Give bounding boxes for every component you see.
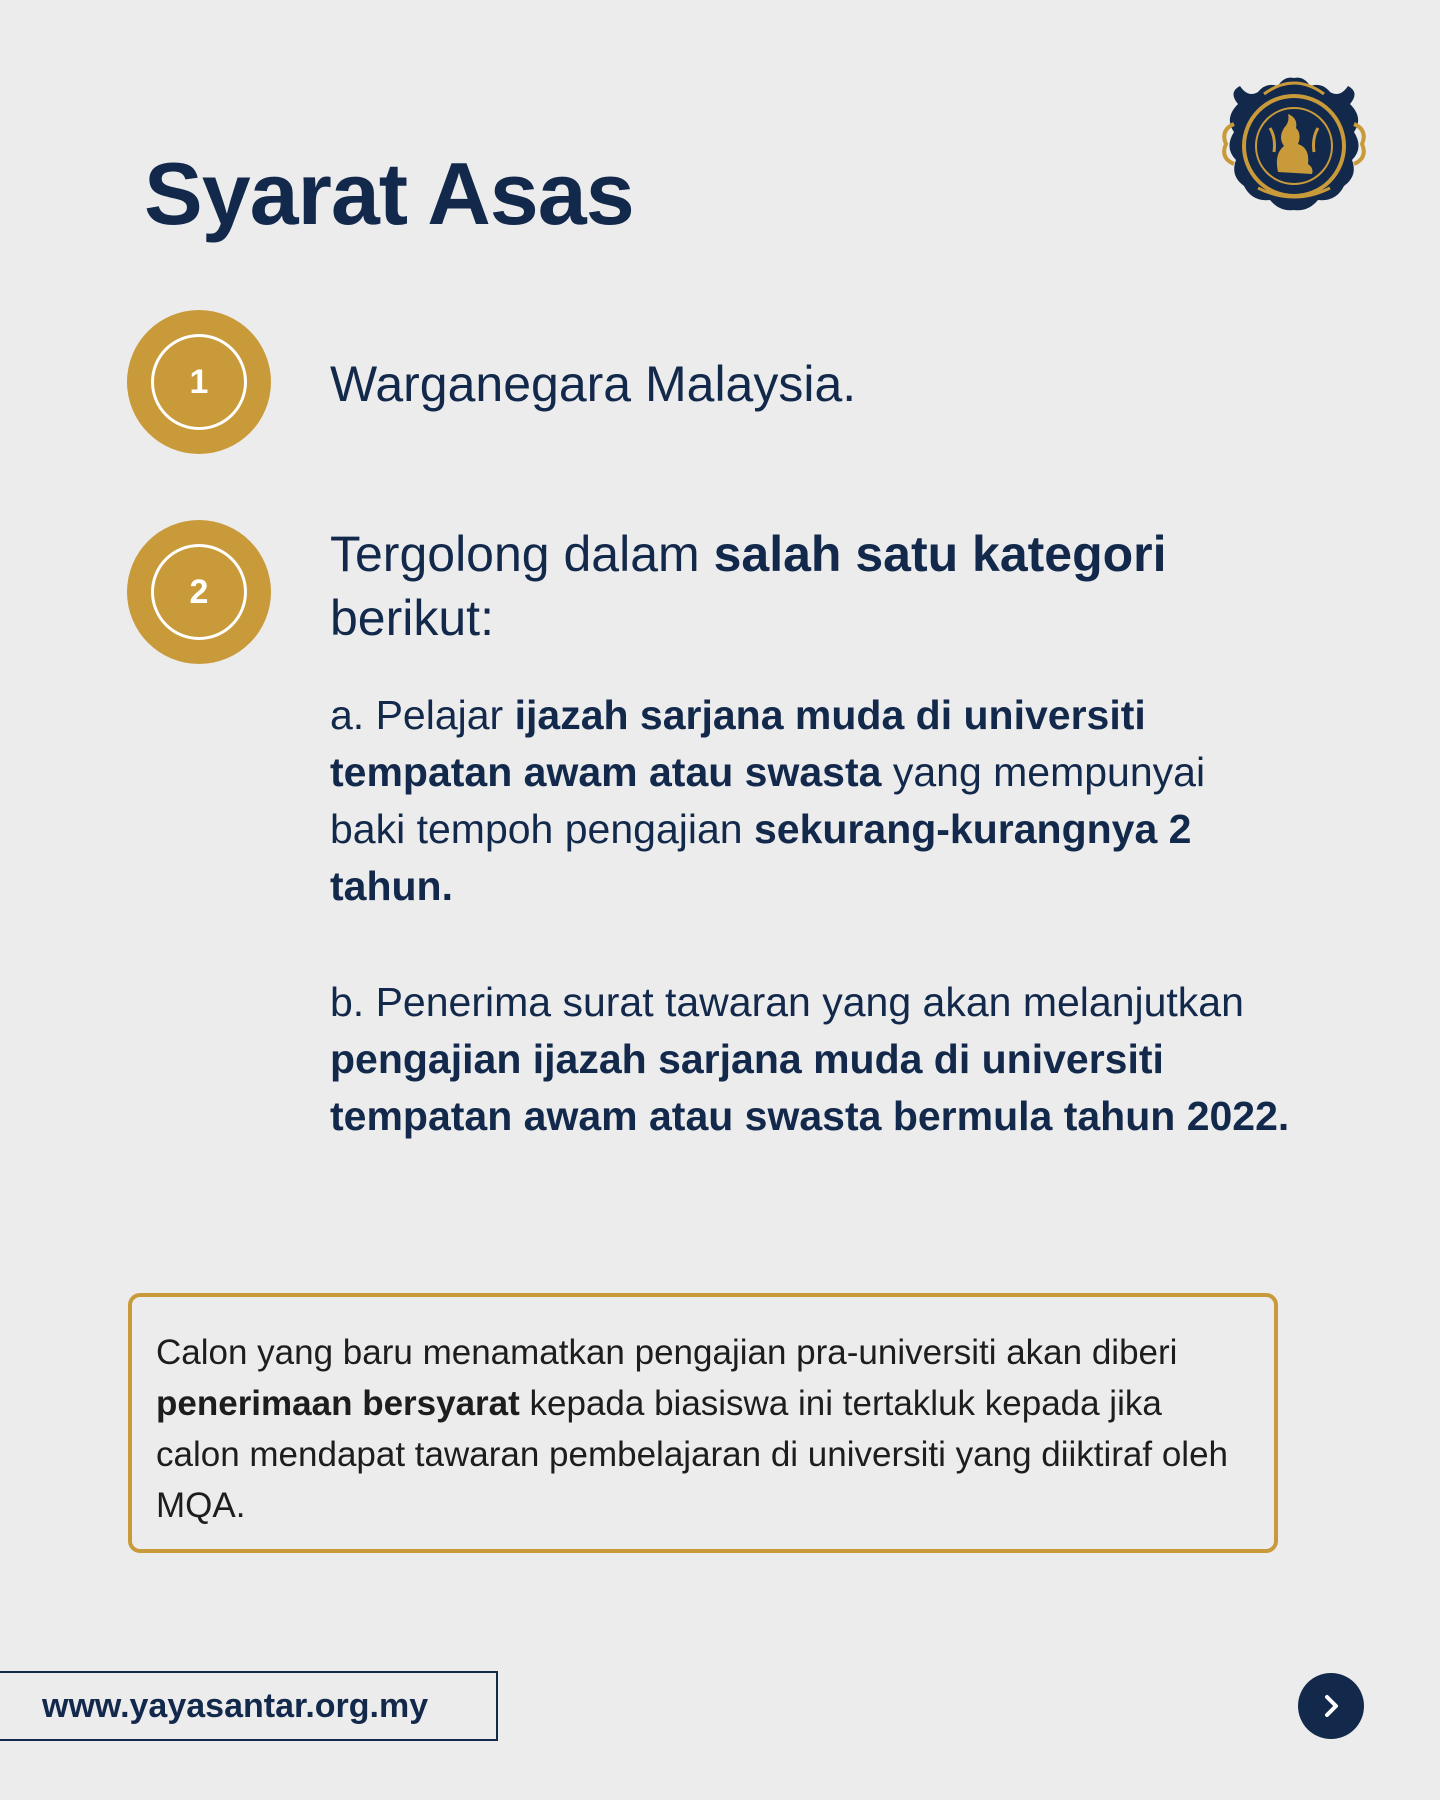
category-b-plain-1: b. Penerima surat tawaran yang akan melanjutkan <box>330 979 1244 1025</box>
page-title: Syarat Asas <box>144 144 634 243</box>
number-label: 2 <box>151 544 247 640</box>
category-a-plain-1: a. Pelajar <box>330 692 515 738</box>
note-box <box>128 1293 1278 1553</box>
category-b-bold-1: pengajian ijazah sarjana muda di universiti tempatan awam atau swasta bermula tahun 2022. <box>330 1036 1290 1139</box>
note-plain-2: kepada biasiswa ini tertakluk kepada jika calon mendapat tawaran pembelajaran di universiti yang diiktiraf oleh MQA. <box>156 1384 1229 1525</box>
requirement-2-text-plain-end: berikut: <box>330 590 494 646</box>
chevron-right-icon <box>1316 1691 1346 1721</box>
note-text <box>156 1327 1250 1531</box>
note-bold: penerimaan bersyarat <box>156 1384 520 1423</box>
requirement-2-text-plain: Tergolong dalam <box>330 526 714 582</box>
number-badge-1 <box>127 310 271 454</box>
requirement-2-text-bold: salah satu kategori <box>713 526 1167 582</box>
category-a-text <box>330 687 1290 915</box>
category-b-text <box>330 974 1290 1145</box>
number-label: 1 <box>151 334 247 430</box>
category-a-bold-1: ijazah sarjana muda di universiti tempatan awam atau swasta <box>330 692 1146 795</box>
next-button[interactable] <box>1298 1673 1364 1739</box>
foundation-crest-icon <box>1218 68 1370 220</box>
category-a-plain-2: yang mempunyai baki tempoh pengajian <box>330 749 1206 852</box>
number-badge-2 <box>127 520 271 664</box>
category-a-bold-2: sekurang-kurangnya 2 tahun. <box>330 806 1192 909</box>
website-url-box[interactable] <box>0 1671 498 1741</box>
website-url[interactable]: www.yayasantar.org.my <box>42 1686 429 1725</box>
requirement-1-text: Warganegara Malaysia. <box>330 356 857 412</box>
note-plain-1: Calon yang baru menamatkan pengajian pra-universiti akan diberi <box>156 1333 1178 1372</box>
requirement-2-text <box>330 522 1230 650</box>
